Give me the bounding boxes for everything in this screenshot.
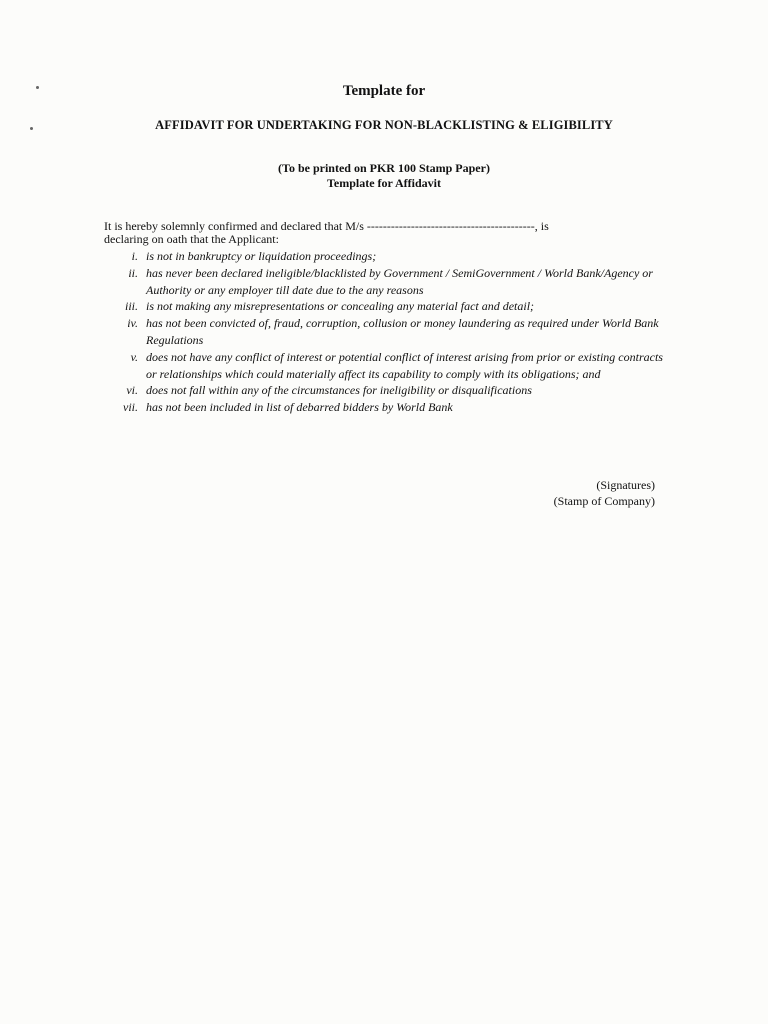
list-item-text: has not been included in list of debarred bidders by World Bank [146, 400, 453, 415]
intro-line-1: It is hereby solemnly confirmed and declared that M/s ------------------------------------------, is [104, 219, 549, 233]
list-item-text: does not fall within any of the circumstances for ineligibility or disqualifications [146, 383, 532, 398]
list-item-number: v. [130, 349, 138, 364]
list-item-number: vii. [123, 400, 138, 415]
document-title: Template for [342, 83, 426, 99]
list-item [104, 265, 664, 299]
list-item [104, 248, 664, 265]
list-item-text: has not been convicted of, fraud, corruption, collusion or money laundering as required under World Bank Regulations [146, 316, 659, 347]
list-item-number: vi. [126, 383, 138, 398]
list-item [104, 349, 664, 383]
intro-line-2: declaring on oath that the Applicant: [104, 232, 279, 246]
document-subtitle [0, 161, 768, 191]
document-heading: AFFIDAVIT FOR UNDERTAKING FOR NON-BLACKLISTING & ELIGIBILITY [155, 118, 613, 132]
list-item [104, 382, 664, 399]
list-item [104, 315, 664, 349]
list-item-number: iii. [124, 299, 138, 314]
subtitle-line-2: Template for Affidavit [327, 176, 441, 190]
list-item-text: has never been declared ineligible/blacklisted by Government / SemiGovernment / World Bank/Agency or Authority or any employer till date due to the any reasons [146, 265, 653, 297]
intro-paragraph [104, 220, 664, 246]
declaration-list [104, 248, 664, 416]
signatures-label: (Signatures) [596, 478, 655, 492]
list-item-number: i. [131, 249, 138, 263]
stamp-label: (Stamp of Company) [553, 494, 655, 508]
list-item-number: iv. [127, 316, 138, 331]
signature-block [554, 477, 655, 509]
subtitle-line-1: (To be printed on PKR 100 Stamp Paper) [278, 161, 490, 175]
list-item-text: does not have any conflict of interest or potential conflict of interest arising from prior or existing contracts or relationships which could materially affect its capability to comply with its obligations; and [146, 349, 663, 381]
list-item-text: is not in bankruptcy or liquidation proceedings; [146, 249, 377, 263]
list-item [104, 399, 664, 416]
list-item-number: ii. [128, 265, 138, 280]
list-item-text: is not making any misrepresentations or concealing any material fact and detail; [146, 299, 535, 314]
list-item [104, 298, 664, 315]
